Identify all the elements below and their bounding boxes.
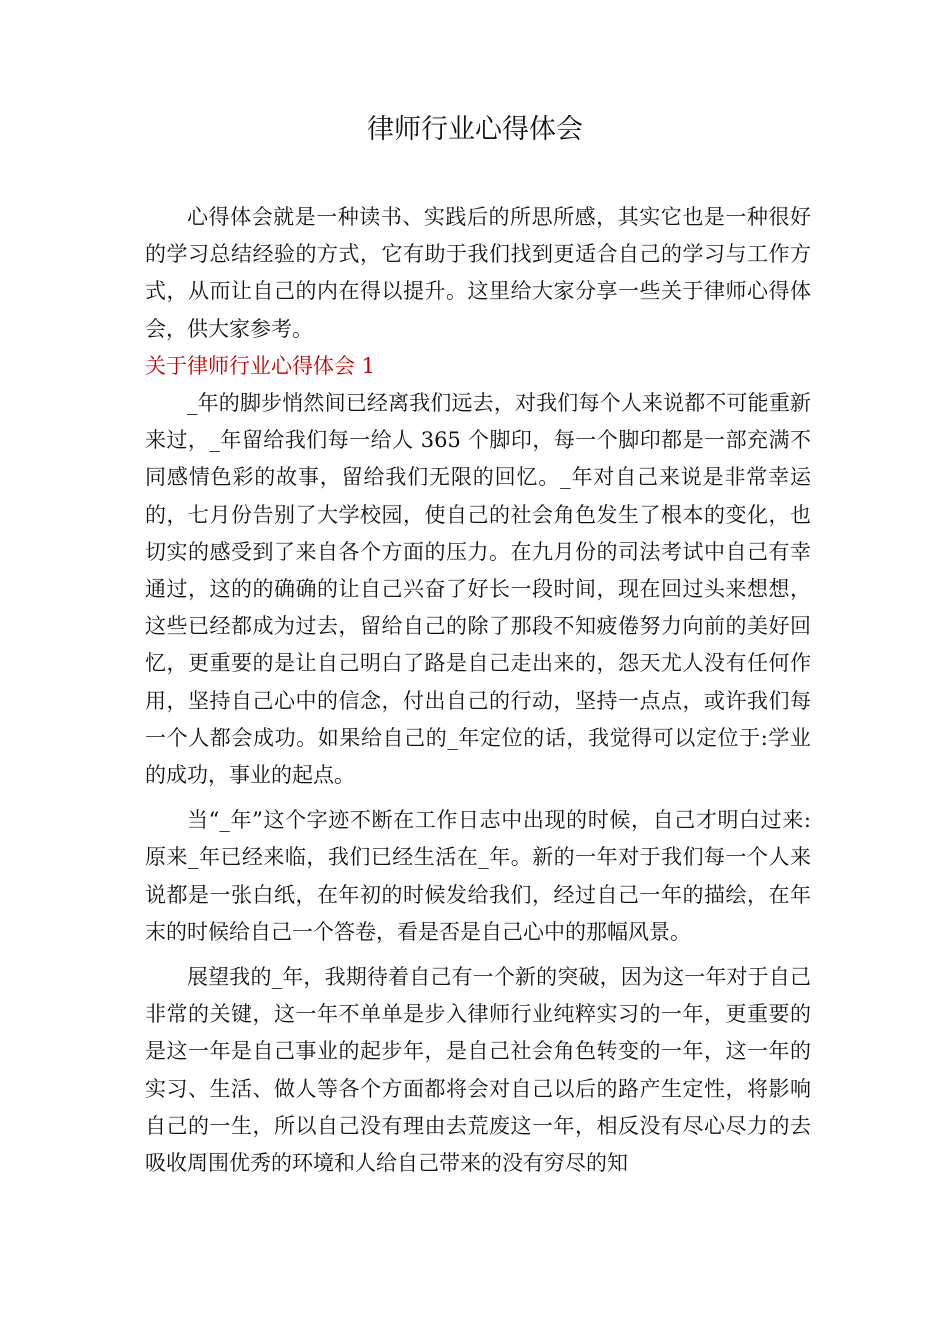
body-paragraph-3: 展望我的_年，我期待着自己有一个新的突破，因为这一年对于自己非常的关键，这一年不单单是步入律师行业纯粹实习的一年，更重要的是这一年是自己事业的起步年，是自己社会角色转变的一年，这一年的实习、生活、做人等各个方面都将会对自己以后的路产生定性，将影响自己的一生，所以自己没有理由去荒废这一年，相反没有尽心尽力的去吸收周围优秀的环境和人给自己带来的没有穷尽的知 bbox=[145, 965, 811, 1176]
intro-paragraph: 心得体会就是一种读书、实践后的所思所感，其实它也是一种很好的学习总结经验的方式，它有助于我们找到更适合自己的学习与工作方式，从而让自己的内在得以提升。这里给大家分享一些关于律师心得体会，供大家参考。 bbox=[145, 205, 811, 341]
body-paragraph-2: 当“_年”这个字迹不断在工作日志中出现的时候，自己才明白过来:原来_年已经来临，我们已经生活在_年。新的一年对于我们每一个人来说都是一张白纸，在年初的时候发给我们，经过自己一年的描绘，在年末的时候给自己一个答卷，看是否是自己心中的那幅风景。 bbox=[145, 808, 811, 944]
section-heading: 关于律师行业心得体会 1 bbox=[145, 353, 376, 378]
document-body bbox=[145, 199, 811, 1182]
body-paragraph-1: _年的脚步悄然间已经离我们远去，对我们每个人来说都不可能重新来过，_年留给我们每一给人 365 个脚印，每一个脚印都是一部充满不同感情色彩的故事，留给我们无限的回忆。_年对自己来说是非常幸运的，七月份告别了大学校园，使自己的社会角色发生了根本的变化，也切实的感受到了来自各个方面的压力。在九月份的司法考试中自己有幸通过，这的的确确的让自己兴奋了好长一段时间，现在回过头来想想，这些已经都成为过去，留给自己的除了那段不知疲倦努力向前的美好回忆，更重要的是让自己明白了路是自己走出来的，怨天尤人没有任何作用，坚持自己心中的信念，付出自己的行动，坚持一点点，或许我们每一个人都会成功。如果给自己的_年定位的话，我觉得可以定位于:学业的成功，事业的起点。 bbox=[145, 391, 811, 788]
page-title: 律师行业心得体会 bbox=[367, 114, 583, 145]
